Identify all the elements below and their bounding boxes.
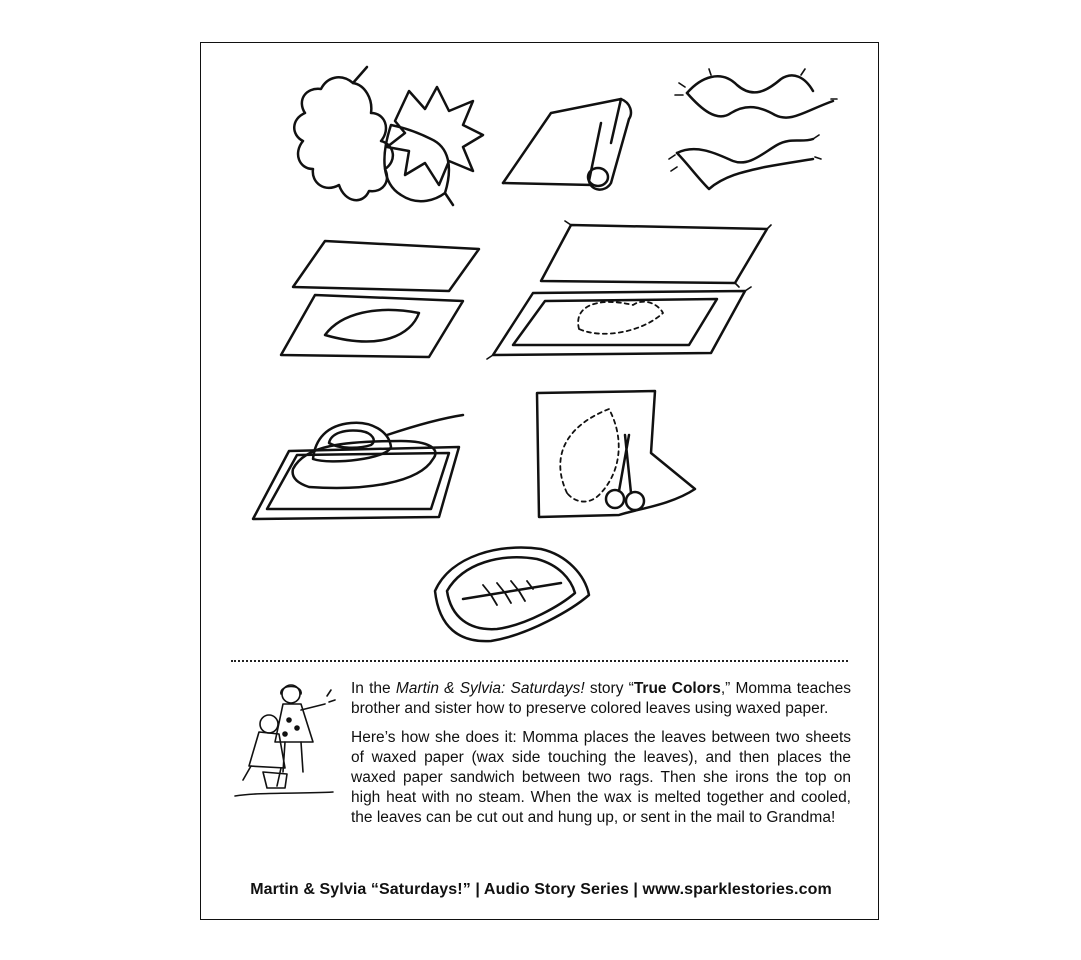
footer-url: www.sparklestories.com (642, 881, 832, 898)
rags-icon (669, 69, 837, 189)
iron-icon (253, 415, 463, 519)
story-text (351, 679, 851, 837)
finished-leaf-icon (435, 548, 589, 642)
footer-label: Audio Story Series (483, 881, 629, 898)
instructions-paragraph: Here’s how she does it: Momma places the leaves between two sheets of waxed paper (wax side touching the leaves), and then places the waxed paper sandwich between two rags. Then she irons the top on high heat with no steam. When the wax is melted together and cooled, the leaves can be cut out and hung up, or sent in the mail to Grandma! (351, 729, 851, 826)
story-title: True Colors (633, 680, 721, 697)
footer: Martin & Sylvia “Saturdays!” | Audio Story Series | www.sparklestories.com (250, 881, 832, 898)
leaves-icon (294, 67, 483, 205)
illustrations (201, 43, 880, 663)
craft-page (200, 42, 879, 920)
children-illustration (229, 676, 339, 806)
cut-leaf-icon (537, 391, 695, 517)
rag-sandwich-icon (487, 221, 771, 359)
wax-paper-sheets-icon (281, 241, 479, 357)
dotted-divider (231, 660, 848, 662)
waxed-paper-roll-icon (503, 99, 631, 190)
intro-paragraph: In the Martin & Sylvia: Saturdays! story “True Colors,” Momma teaches brother and sister how to preserve colored leaves using waxed paper. (351, 680, 851, 717)
footer-series: Martin & Sylvia “Saturdays!” (250, 881, 471, 898)
series-name: Martin & Sylvia: Saturdays! (395, 680, 585, 697)
